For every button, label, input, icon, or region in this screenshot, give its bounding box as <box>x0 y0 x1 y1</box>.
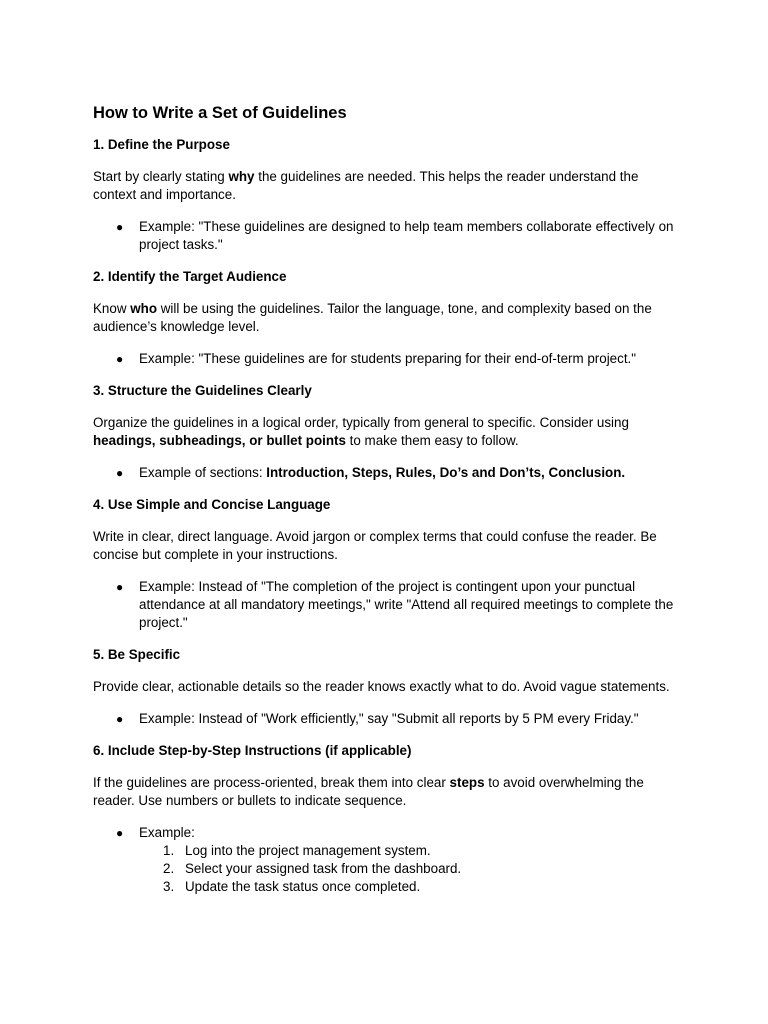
step-text: Log into the project management system. <box>185 843 431 858</box>
list-number: 3. <box>163 879 175 894</box>
bullet-list <box>93 464 683 482</box>
bullet-list <box>93 710 683 728</box>
bullet-list <box>93 218 683 254</box>
list-item <box>93 710 683 728</box>
list-item <box>93 824 683 896</box>
paragraph-emphasis: headings, subheadings, or bullet points <box>93 433 346 448</box>
step-text: Update the task status once completed. <box>185 879 421 894</box>
numbered-list <box>139 842 683 896</box>
list-item <box>93 218 683 254</box>
paragraph-text: Know <box>93 301 131 316</box>
paragraph-text: to avoid overwhelming the reader. Use numbers or bullets to indicate sequence. <box>93 775 644 808</box>
list-item-text: Example of sections: <box>139 465 267 480</box>
paragraph-text: the guidelines are needed. This helps the reader understand the context and importance. <box>93 169 639 202</box>
list-item-text: Example: Instead of "The completion of the project is contingent upon your punctual attendance at all mandatory meetings," write "Attend all required meetings to complete the project." <box>139 579 674 630</box>
bullet-list <box>93 350 683 368</box>
numbered-list-item <box>139 842 683 860</box>
bullet-icon: ● <box>116 580 124 594</box>
paragraph-emphasis: who <box>130 301 157 316</box>
list-item-emphasis: Introduction, Steps, Rules, Do’s and Don’ts, Conclusion. <box>266 465 626 480</box>
step-text: Select your assigned task from the dashboard. <box>185 861 462 876</box>
section-heading-language: 4. Use Simple and Concise Language <box>93 497 331 512</box>
section-paragraph-steps <box>93 774 683 810</box>
section-heading-purpose: 1. Define the Purpose <box>93 137 230 152</box>
section-heading-steps: 6. Include Step-by-Step Instructions (if applicable) <box>93 743 412 758</box>
section-paragraph-structure <box>93 414 683 450</box>
numbered-list-item <box>139 878 683 896</box>
list-item-text: Example: <box>139 825 195 840</box>
paragraph-text: to make them easy to follow. <box>345 433 519 448</box>
bullet-icon: ● <box>116 826 124 840</box>
list-item-text: Example: "These guidelines are designed to help team members collaborate effectively on project tasks." <box>139 219 674 252</box>
paragraph-emphasis: why <box>228 169 255 184</box>
section-paragraph-specific <box>93 678 683 696</box>
section-paragraph-audience <box>93 300 683 336</box>
list-item <box>93 578 683 632</box>
paragraph-text: Write in clear, direct language. Avoid jargon or complex terms that could confuse the reader. Be concise but complete in your instructions. <box>93 529 657 562</box>
list-item-text: Example: "These guidelines are for students preparing for their end-of-term project." <box>139 351 637 366</box>
section-paragraph-purpose <box>93 168 683 204</box>
list-item <box>93 464 683 482</box>
document-title: How to Write a Set of Guidelines <box>93 104 347 122</box>
paragraph-text: Start by clearly stating <box>93 169 229 184</box>
bullet-icon: ● <box>116 220 124 234</box>
list-item-text: Example: Instead of "Work efficiently," say "Submit all reports by 5 PM every Friday." <box>139 711 639 726</box>
bullet-list <box>93 824 683 896</box>
numbered-list-item <box>139 860 683 878</box>
section-heading-structure: 3. Structure the Guidelines Clearly <box>93 383 312 398</box>
list-number: 1. <box>163 843 175 858</box>
paragraph-text: Provide clear, actionable details so the reader knows exactly what to do. Avoid vague statements. <box>93 679 670 694</box>
paragraph-emphasis: steps <box>449 775 485 790</box>
list-item <box>93 350 683 368</box>
section-heading-specific: 5. Be Specific <box>93 647 181 662</box>
bullet-icon: ● <box>116 352 124 366</box>
bullet-icon: ● <box>116 712 124 726</box>
section-heading-audience: 2. Identify the Target Audience <box>93 269 287 284</box>
paragraph-text: will be using the guidelines. Tailor the language, tone, and complexity based on the audience’s knowledge level. <box>93 301 652 334</box>
bullet-icon: ● <box>116 466 124 480</box>
section-paragraph-language <box>93 528 683 564</box>
list-number: 2. <box>163 861 175 876</box>
document-page <box>93 102 683 910</box>
paragraph-text: If the guidelines are process-oriented, break them into clear <box>93 775 450 790</box>
bullet-list <box>93 578 683 632</box>
paragraph-text: Organize the guidelines in a logical order, typically from general to specific. Consider using <box>93 415 629 430</box>
